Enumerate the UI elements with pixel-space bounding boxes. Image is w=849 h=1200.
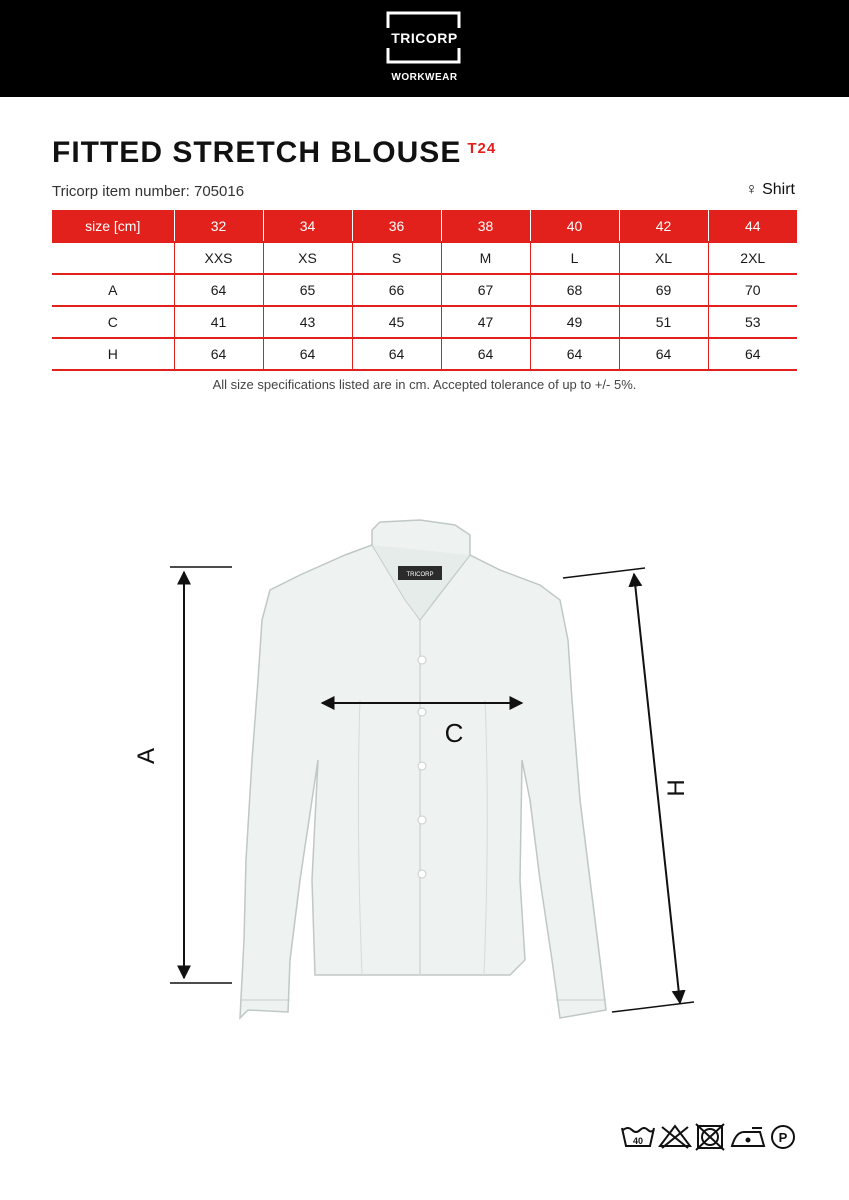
- header-cell: size [cm]: [52, 210, 174, 242]
- header-cell: 40: [530, 210, 619, 242]
- table-cell: H: [52, 338, 174, 370]
- no-tumble-dry-icon: [696, 1124, 724, 1150]
- table-cell: 70: [708, 274, 797, 306]
- wash-temp: 40: [632, 1136, 644, 1146]
- table-cell: 64: [708, 338, 797, 370]
- header-cell: 32: [174, 210, 263, 242]
- table-cell: 41: [174, 306, 263, 338]
- table-cell: 51: [619, 306, 708, 338]
- dry-clean-letter: P: [778, 1130, 788, 1145]
- neck-label-text: TRICORP: [406, 572, 434, 578]
- header-cell: 42: [619, 210, 708, 242]
- table-cell: 53: [708, 306, 797, 338]
- table-cell: 49: [530, 306, 619, 338]
- table-cell: 69: [619, 274, 708, 306]
- table-cell: L: [530, 242, 619, 274]
- label-c: C: [444, 718, 464, 748]
- table-cell: 65: [263, 274, 352, 306]
- table-cell: 68: [530, 274, 619, 306]
- table-cell: 2XL: [708, 242, 797, 274]
- table-cell: 64: [441, 338, 530, 370]
- table-cell: 64: [530, 338, 619, 370]
- table-cell: 47: [441, 306, 530, 338]
- table-cell: 66: [352, 274, 441, 306]
- table-cell: 64: [352, 338, 441, 370]
- table-cell: C: [52, 306, 174, 338]
- table-cell: 64: [263, 338, 352, 370]
- table-cell: 43: [263, 306, 352, 338]
- size-note: All size specifications listed are in cm. Accepted tolerance of up to +/- 5%.: [212, 377, 637, 392]
- table-cell: 64: [174, 338, 263, 370]
- blouse-illustration: [240, 520, 606, 1018]
- iron-low-icon: [732, 1128, 764, 1146]
- label-h: H: [663, 779, 690, 797]
- table-cell: 64: [619, 338, 708, 370]
- care-symbols: [620, 1122, 800, 1152]
- header-cell: 44: [708, 210, 797, 242]
- product-code: T24: [467, 140, 497, 157]
- table-cell: XL: [619, 242, 708, 274]
- measurement-a: [133, 567, 232, 983]
- header-cell: 34: [263, 210, 352, 242]
- table-cell: 64: [174, 274, 263, 306]
- label-a: A: [133, 747, 160, 765]
- item-number: Tricorp item number: 705016: [52, 183, 245, 200]
- table-cell: 67: [441, 274, 530, 306]
- gender-label: ♀ Shirt: [745, 181, 795, 198]
- table-cell: 45: [352, 306, 441, 338]
- table-cell: XS: [263, 242, 352, 274]
- header-cell: 38: [441, 210, 530, 242]
- table-cell: A: [52, 274, 174, 306]
- brand-sub: WORKWEAR: [391, 72, 458, 83]
- no-bleach-icon: [660, 1126, 690, 1148]
- product-title: FITTED STRETCH BLOUSE: [52, 136, 462, 169]
- table-cell: M: [441, 242, 530, 274]
- header-cell: 36: [352, 210, 441, 242]
- table-cell: S: [352, 242, 441, 274]
- table-cell: XXS: [174, 242, 263, 274]
- brand-name: TRICORP: [372, 28, 477, 48]
